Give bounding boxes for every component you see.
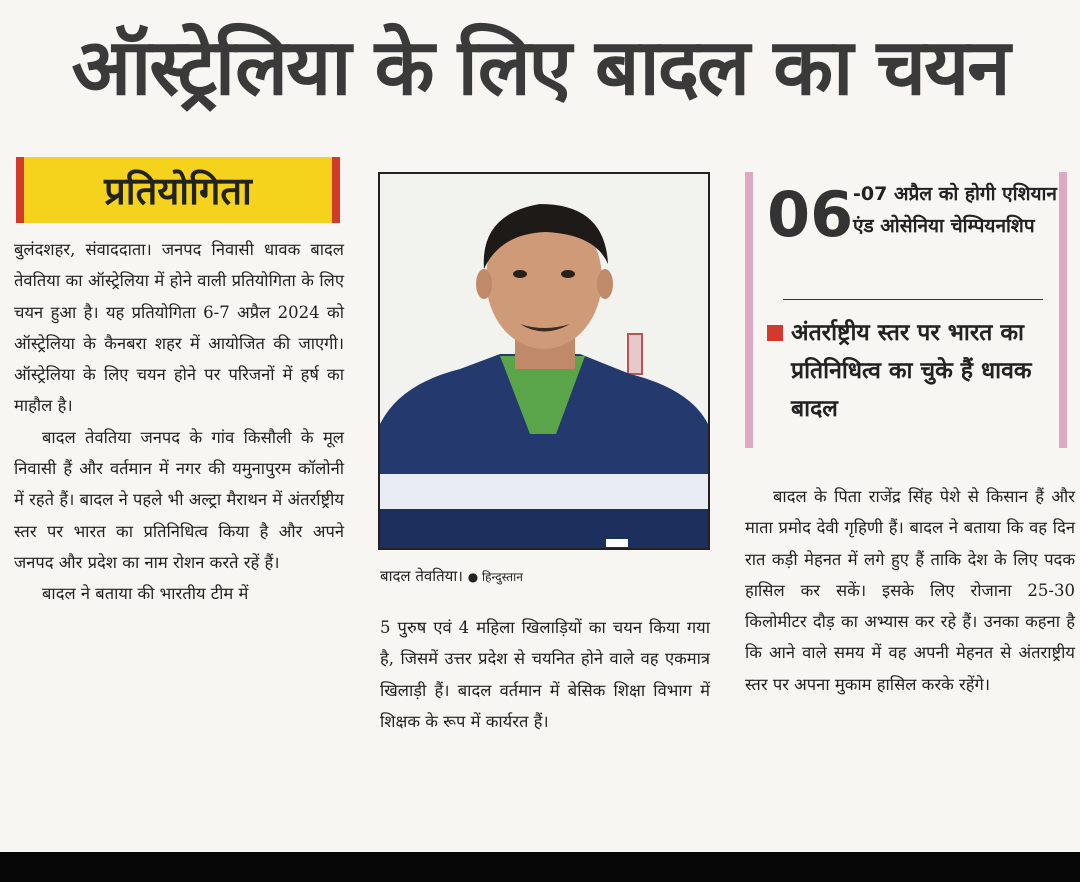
column1-paragraph-3: बादल ने बताया की भारतीय टीम में — [42, 584, 249, 604]
photo-caption-text: बादल तेवतिया। — [380, 567, 463, 585]
highlight-top-text: -07 अप्रैल को होगी एशियान एंड ओसेनिया चेम्पियनशिप — [853, 183, 1057, 237]
section-tag-label: प्रतियोगिता — [104, 169, 252, 213]
highlight-divider — [783, 299, 1043, 300]
article-column-2 — [380, 612, 710, 737]
column2-paragraph-1: 5 पुरुष एवं 4 महिला खिलाड़ियों का चयन किया गया है, जिसमें उत्तर प्रदेश से चयनित होने वाले वह एकमात्र खिलाड़ी हैं। बादल वर्तमान में बेसिक शिक्षा विभाग में शिक्षक के रूप में कार्यरत हैं। — [380, 618, 710, 731]
photo-source: ● हिन्दुस्तान — [467, 570, 523, 584]
section-tag — [16, 157, 340, 223]
athlete-portrait-image — [380, 174, 708, 548]
column1-paragraph-1: बुलंदशहर, संवाददाता। जनपद निवासी धावक बादल तेवतिया का ऑस्ट्रेलिया में होने वाली प्रतियोगिता के लिए चयन हुआ है। यह प्रतियोगिता 6-7 अप्रैल 2024 को ऑस्ट्रेलिया के कैनबरा शहर में आयोजित की जाएगी। ऑस्ट्रेलिया के लिए चयन होने पर परिजनों में हर्ष का माहौल है। — [14, 240, 344, 416]
headline: ऑस्ट्रेलिया के लिए बादल का चयन — [71, 23, 1009, 113]
article-column-1 — [14, 234, 344, 610]
bottom-black-bar — [0, 852, 1080, 882]
photo-caption — [380, 556, 710, 596]
bullet-square-icon — [767, 325, 783, 341]
athlete-photo — [378, 172, 710, 550]
highlight-box — [745, 172, 1067, 448]
highlight-bottom-text: अंतर्राष्ट्रीय स्तर पर भारत का प्रतिनिधित्व का चुके हैं धावक बादल — [791, 320, 1032, 422]
column3-paragraph-1: बादल के पिता राजेंद्र सिंह पेशे से किसान हैं और माता प्रमोद देवी गृहिणी हैं। बादल ने बताया कि वह दिन रात कड़ी मेहनत में लगे हुए हैं ताकि देश के लिए पदक हासिल कर सकें। इसके लिए रोजाना 25-30 किलोमीटर दौड़ का अभ्यास कर रहे हैं। उनका कहना है कि आने वाले समय में वह अपनी मेहनत से अंतराष्ट्रीय स्तर पर अपना मुकाम हासिल करके रहेंगे। — [745, 487, 1075, 694]
highlight-number: 06 — [767, 178, 854, 251]
column1-paragraph-2: बादल तेवतिया जनपद के गांव किसौली के मूल निवासी हैं और वर्तमान में नगर की यमुनापुरम कॉलोनी में रहते हैं। बादल ने पहले भी अल्ट्रा मैराथन में अंतर्राष्ट्रीय स्तर पर भारत का प्रतिनिधित्व किया है और अपने जनपद और प्रदेश का नाम रोशन करते रहें हैं। — [14, 427, 344, 572]
article-column-3 — [745, 481, 1075, 700]
